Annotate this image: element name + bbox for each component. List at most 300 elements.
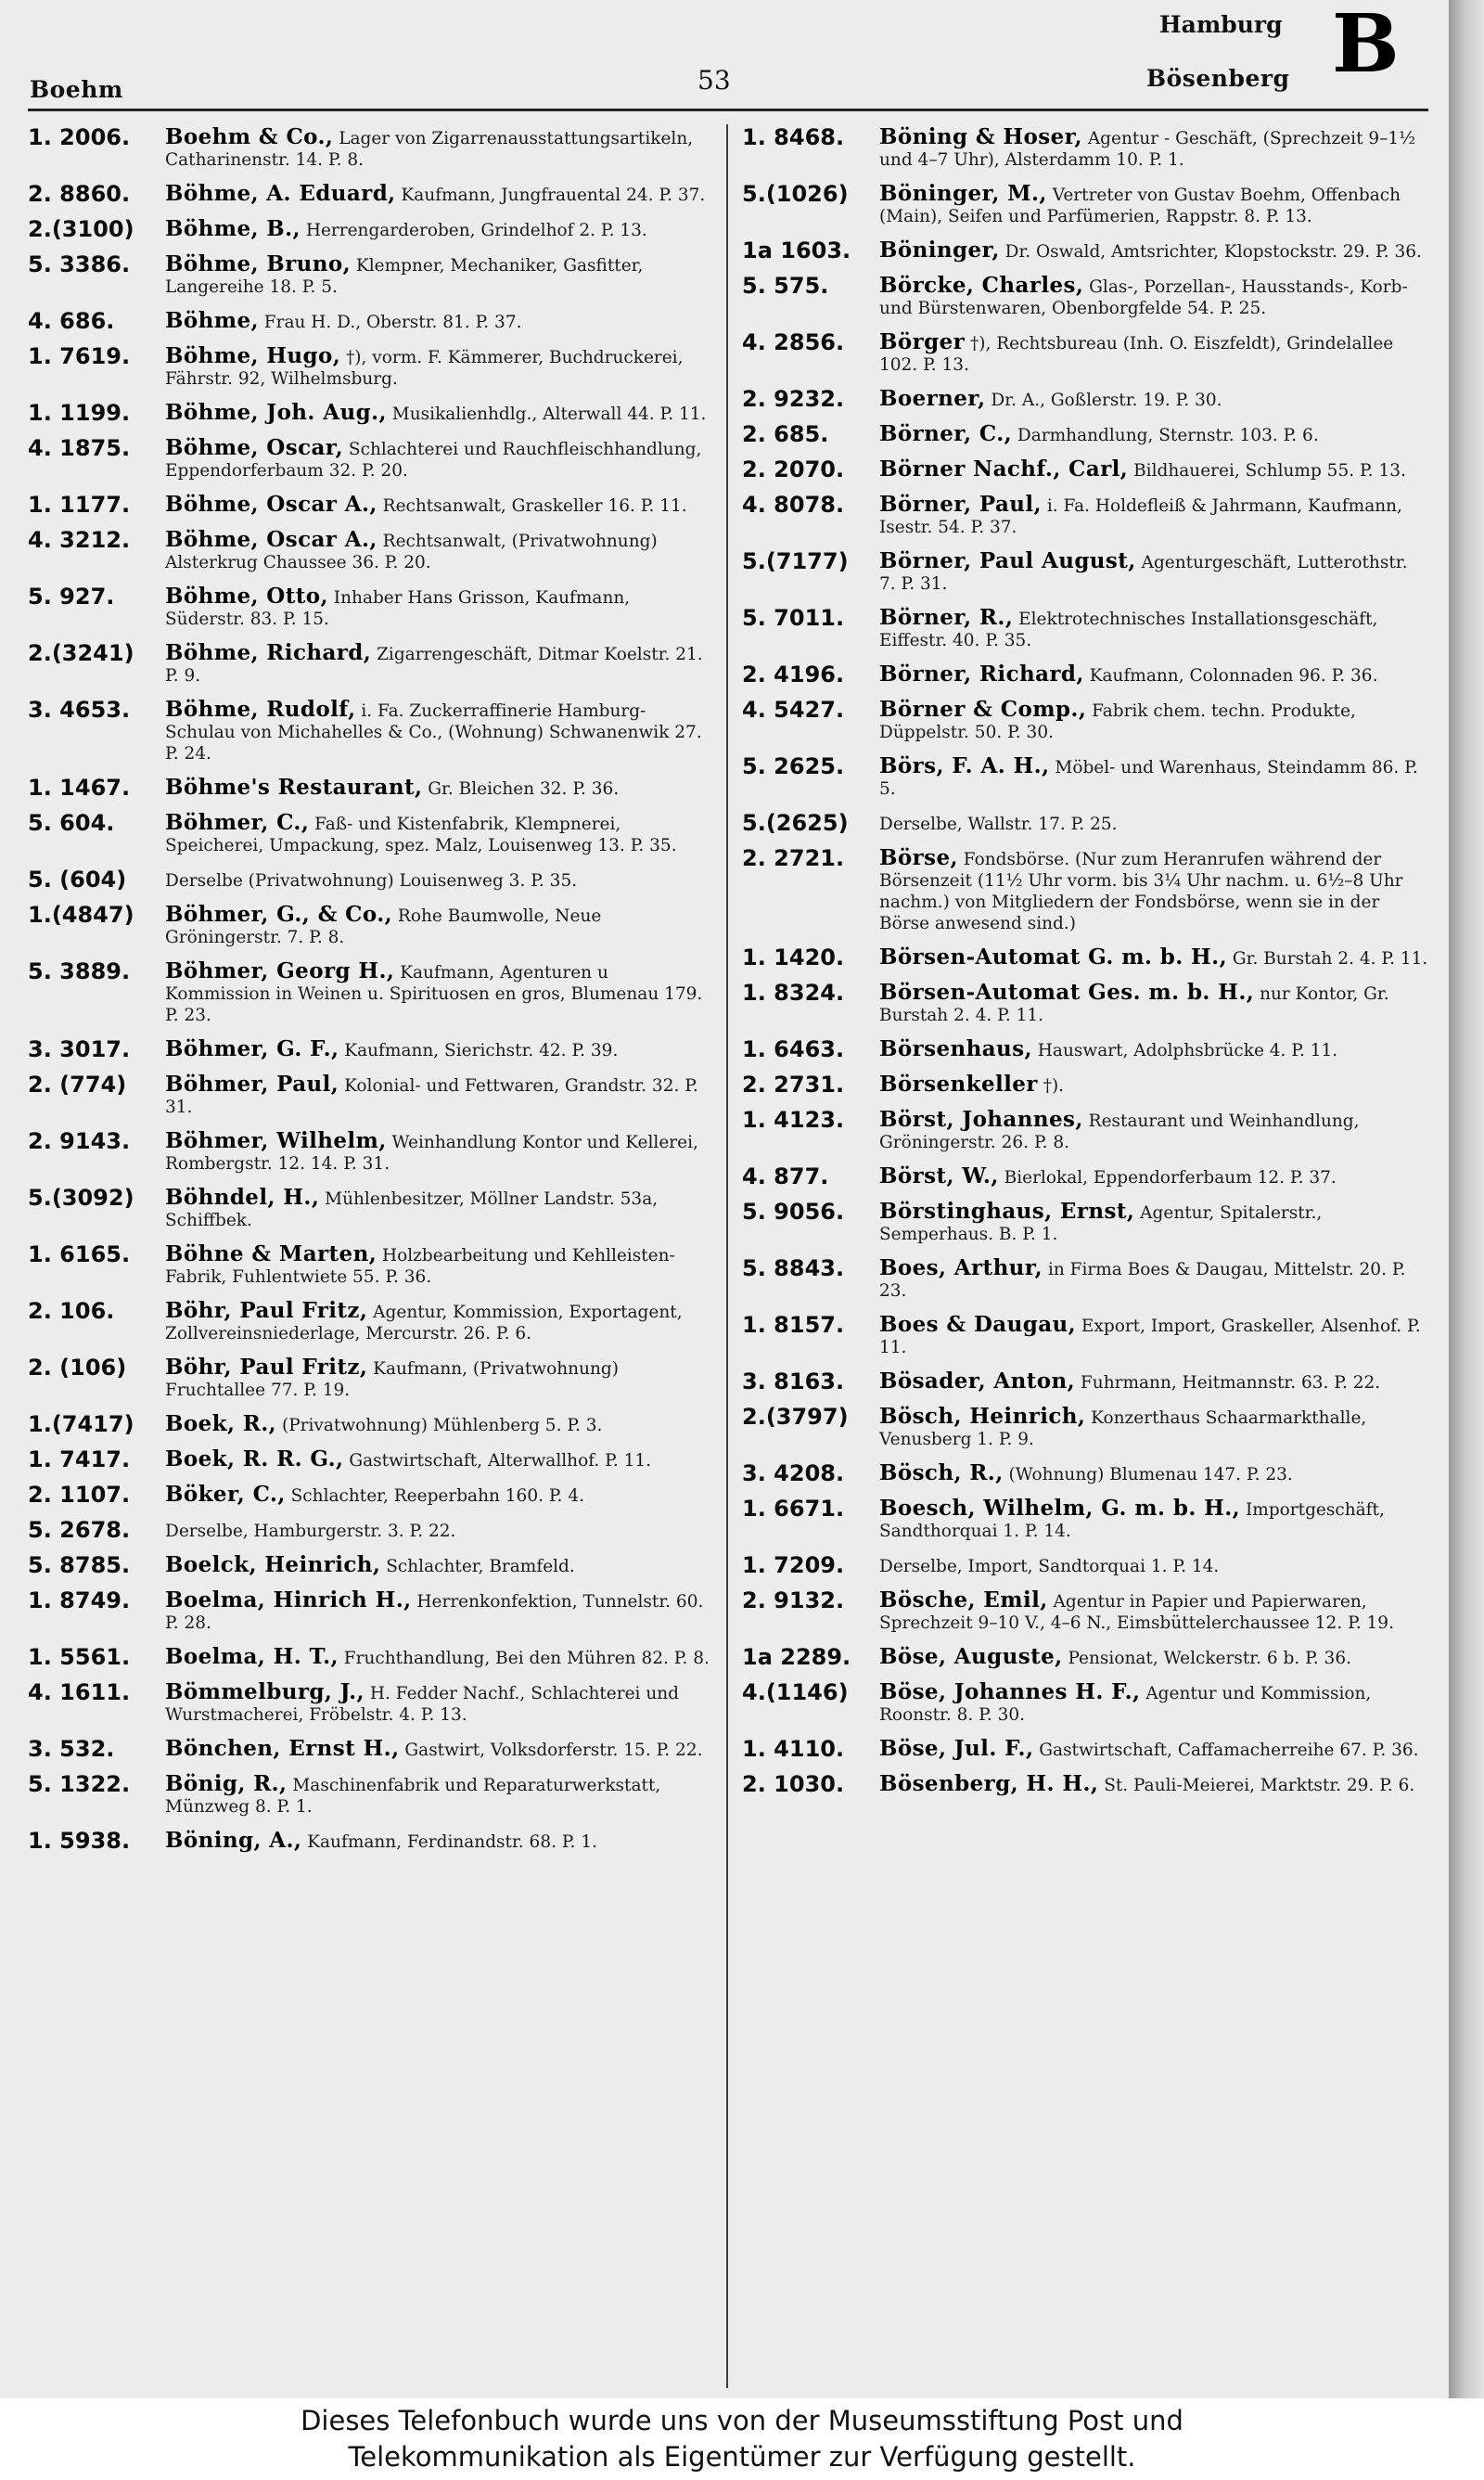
subscriber-name: Böhne & Marten, [165, 1241, 377, 1266]
directory-entry [742, 239, 1428, 263]
section-letter: B [1332, 0, 1400, 91]
phone-number: 1. 1177. [28, 492, 131, 518]
entry-body [165, 1448, 710, 1471]
subscriber-name: Börner, R., [879, 605, 1014, 630]
phone-number: 1. 8749. [28, 1587, 131, 1613]
subscriber-name: Böhme, [165, 308, 259, 333]
phone-number: 2. 685. [742, 421, 829, 447]
entry-details: Schlachterei und Rauchfleischhandlung, Eppendorferbaum 32. P. 20. [165, 440, 702, 481]
directory-entry [742, 331, 1428, 376]
subscriber-name: Boesch, Wilhelm, G. m. b. H., [879, 1496, 1241, 1521]
entry-body [165, 310, 710, 333]
entry-body [879, 1406, 1428, 1450]
header-city: Hamburg [1159, 11, 1283, 38]
directory-entry [742, 1257, 1428, 1302]
header-last-entry: Bösenberg [1146, 65, 1290, 92]
phone-number: 5. 3386. [28, 251, 131, 277]
entry-details: Gr. Burstah 2. 4. P. 11. [1226, 949, 1428, 969]
phone-number: 4. 2856. [742, 329, 845, 355]
subscriber-name: Boelma, H. T., [165, 1644, 339, 1669]
phone-number: 5.(1026) [742, 181, 849, 207]
directory-entry [742, 1314, 1428, 1358]
directory-entry [742, 126, 1428, 171]
entry-details: Vertreter von Gustav Boehm, Offenbach (Main), Seifen und Parfümerien, Rappstr. 8. P. 13. [879, 186, 1401, 226]
directory-entry [28, 1130, 710, 1175]
phone-number: 2.(3241) [28, 640, 134, 666]
phone-number: 5.(2625) [742, 810, 849, 836]
entry-body [165, 1300, 710, 1344]
entry-details: Zigarrengeschäft, Ditmar Koelstr. 21. P. 9. [165, 645, 703, 686]
directory-entry [28, 585, 710, 630]
entry-details: †). [1037, 1076, 1065, 1096]
directory-entry [28, 812, 710, 856]
subscriber-name: Bösch, Heinrich, [879, 1404, 1086, 1429]
subscriber-name: Börner, Paul August, [879, 548, 1136, 573]
directory-entry [28, 1413, 710, 1436]
subscriber-name: Börsen-Automat Ges. m. b. H., [879, 980, 1255, 1005]
subscriber-name: Böhme, Bruno, [165, 251, 352, 276]
header-rule [28, 109, 1428, 111]
directory-entry [28, 960, 710, 1026]
entry-body [879, 126, 1428, 171]
subscriber-name: Böhmer, G., & Co., [165, 902, 393, 927]
page-header [0, 0, 1449, 119]
directory-entry [28, 1681, 710, 1726]
entry-body [879, 755, 1428, 800]
directory-entry [742, 1462, 1428, 1485]
entry-details: †), vorm. F. Kämmerer, Buchdruckerei, Fährstr. 92, Wilhelmsburg. [165, 348, 684, 389]
subscriber-name: Börner & Comp., [879, 697, 1087, 722]
entry-details: Gr. Bleichen 32. P. 36. [422, 779, 620, 799]
subscriber-name: Bösch, R., [879, 1460, 1004, 1485]
entry-body [165, 1484, 710, 1507]
left-column [28, 126, 710, 1865]
entry-details: Agentur - Geschäft, (Sprechzeit 9–1½ und 4–7 Uhr), Alsterdamm 10. P. 1. [879, 129, 1416, 170]
entry-body [165, 1519, 710, 1542]
phone-number: 1a 1603. [742, 238, 851, 263]
entry-details: Export, Import, Graskeller, Alsenhof. P. 11. [879, 1317, 1421, 1357]
directory-entry [742, 1738, 1428, 1761]
phone-number: 3. 3017. [28, 1036, 131, 1062]
phone-number: 2. 2731. [742, 1072, 845, 1098]
entry-body [165, 777, 710, 800]
subscriber-name: Börst, W., [879, 1163, 999, 1189]
entry-details: Kaufmann, Colonnaden 96. P. 36. [1083, 666, 1378, 686]
entry-body [879, 1257, 1428, 1302]
entry-details: Maschinenfabrik und Reparaturwerkstatt, Münzweg 8. P. 1. [165, 1776, 661, 1817]
directory-entry [742, 1646, 1428, 1669]
entry-details: (Privatwohnung) Mühlenberg 5. P. 3. [276, 1416, 603, 1435]
entry-details: Holzbearbeitung und Kehlleisten-Fabrik, Fuhlentwiete 55. P. 36. [165, 1246, 675, 1287]
phone-number: 3. 4208. [742, 1460, 845, 1486]
entry-body [165, 1830, 710, 1853]
entry-details: Klempner, Mechaniker, Gasfitter, Langereihe 18. P. 5. [165, 256, 644, 297]
entry-details: Agentur in Papier und Papierwaren, Sprechzeit 9–10 V., 4–6 N., Eimsbüttelerchaussee 12. P. 19. [879, 1592, 1394, 1633]
footer-line-2: Telekommunikation als Eigentümer zur Verfügung gestellt. [348, 2441, 1136, 2473]
entry-details: Inhaber Hans Grisson, Kaufmann, Süderstr. 83. P. 15. [165, 588, 631, 629]
phone-number: 2. (774) [28, 1072, 127, 1098]
phone-number: 5. 8843. [742, 1255, 845, 1281]
entry-details: Bierlokal, Eppendorferbaum 12. P. 37. [998, 1168, 1337, 1188]
entry-body [879, 1370, 1428, 1394]
phone-number: 4. 877. [742, 1163, 829, 1189]
directory-entry [742, 1589, 1428, 1634]
directory-entry [28, 699, 710, 765]
directory-entry [28, 437, 710, 482]
subscriber-name: Böhmer, Paul, [165, 1072, 339, 1097]
entry-body [165, 642, 710, 687]
phone-number: 4.(1146) [742, 1679, 849, 1705]
entry-details: Hauswart, Adolphsbrücke 4. P. 11. [1031, 1041, 1338, 1060]
phone-number: 2. 1030. [742, 1771, 845, 1797]
entry-details: Möbel- und Warenhaus, Steindamm 86. P. 5. [879, 758, 1418, 799]
entry-details: Frau H. D., Oberstr. 81. P. 37. [258, 313, 522, 332]
directory-entry [742, 494, 1428, 538]
subscriber-name: Böhme, Oscar, [165, 435, 344, 460]
phone-number: 1. 4123. [742, 1107, 845, 1133]
directory-entry [742, 183, 1428, 227]
entry-details: Rohe Baumwolle, Neue Gröningerstr. 7. P. 8. [165, 906, 602, 947]
entry-details: Herrengarderoben, Grindelhof 2. P. 13. [300, 221, 647, 240]
entry-body [879, 275, 1428, 319]
entry-details: Konzerthaus Schaarmarkthalle, Venusberg 1. P. 9. [879, 1408, 1367, 1449]
directory-entry [742, 423, 1428, 446]
directory-entry [742, 1038, 1428, 1061]
entry-body [165, 1130, 710, 1175]
phone-number: 2. 1107. [28, 1482, 131, 1508]
subscriber-name: Börst, Johannes, [879, 1107, 1083, 1132]
page-edge [1449, 0, 1484, 2398]
subscriber-name: Börs, F. A. H., [879, 753, 1050, 778]
phone-number: 2. 8860. [28, 181, 131, 207]
entry-details: Herrenkonfektion, Tunnelstr. 60. P. 28. [165, 1592, 704, 1633]
entry-details: Kolonial- und Fettwaren, Grandstr. 32. P. 31. [165, 1076, 698, 1117]
subscriber-name: Böhme, A. Eduard, [165, 181, 396, 206]
phone-number: 5. 7011. [742, 605, 845, 631]
entry-body [879, 812, 1428, 835]
subscriber-name: Böninger, [879, 238, 1000, 263]
phone-number: 5. 2625. [742, 753, 845, 779]
phone-number: 3. 532. [28, 1736, 115, 1762]
entry-body [879, 699, 1428, 743]
phone-number: 2. 9143. [28, 1128, 131, 1154]
phone-number: 1. 1420. [742, 944, 845, 970]
entry-body [879, 1738, 1428, 1761]
entry-details: Fondsbörse. (Nur zum Heranrufen während der Börsenzeit (11½ Uhr vorm. bis 3¼ Uhr nachm. u. 6½–8 Uhr nachm.) von Mitgliedern der Fondsbörse, wenn sie in der Börse anwesend sind.) [879, 850, 1403, 933]
entry-body [165, 1773, 710, 1818]
entry-body [165, 1073, 710, 1118]
directory-entry [28, 183, 710, 206]
directory-entry [28, 1484, 710, 1507]
directory-entry [28, 1646, 710, 1669]
phone-number: 1. 2006. [28, 124, 131, 150]
entry-details: Restaurant und Weinhandlung, Gröningerstr. 26. P. 8. [879, 1112, 1360, 1152]
phone-number: 3. 4653. [28, 697, 131, 723]
entry-body [879, 1165, 1428, 1189]
subscriber-name: Böhndel, H., [165, 1185, 320, 1210]
subscriber-name: Bösche, Emil, [879, 1587, 1048, 1613]
subscriber-name: Boes & Daugau, [879, 1312, 1077, 1337]
phone-number: 1. 8157. [742, 1312, 845, 1338]
entry-body [879, 183, 1428, 227]
entry-body [165, 1413, 710, 1436]
subscriber-name: Böhme, Rudolf, [165, 697, 356, 722]
entry-details: St. Pauli-Meierei, Marktstr. 29. P. 6. [1098, 1776, 1415, 1795]
entry-body [165, 437, 710, 482]
directory-entry [28, 777, 710, 800]
directory-entry [28, 1300, 710, 1344]
subscriber-name: Böhr, Paul Fritz, [165, 1355, 368, 1380]
phone-number: 2. (106) [28, 1355, 127, 1381]
page-number: 53 [697, 65, 731, 96]
entry-details: Gastwirtschaft, Alterwallhof. P. 11. [343, 1451, 652, 1471]
entry-body [879, 1497, 1428, 1542]
entry-body [165, 494, 710, 517]
entry-body [165, 699, 710, 765]
subscriber-name: Böhme, Joh. Aug., [165, 400, 387, 425]
directory-entry [742, 755, 1428, 800]
entry-body [165, 868, 710, 892]
directory-entry [742, 847, 1428, 934]
subscriber-name: Bönchen, Ernst H., [165, 1736, 400, 1761]
entry-body [879, 847, 1428, 934]
entry-details: Dr. A., Goßlerstr. 19. P. 30. [985, 391, 1222, 410]
directory-entry [742, 1554, 1428, 1577]
subscriber-name: Böhme, Oscar A., [165, 492, 377, 517]
directory-entry [28, 253, 710, 298]
entry-body [879, 1038, 1428, 1061]
directory-entry [742, 550, 1428, 595]
phone-number: 1. 6165. [28, 1241, 131, 1267]
entry-body [879, 946, 1428, 970]
directory-entry [742, 1201, 1428, 1245]
phone-number: 5. (604) [28, 867, 127, 893]
directory-entry [28, 126, 710, 171]
subscriber-name: Böhme, Oscar A., [165, 527, 377, 552]
phone-number: 1. 8468. [742, 124, 845, 150]
entry-details: Bildhauerei, Schlump 55. P. 13. [1128, 461, 1406, 481]
directory-entry [28, 1243, 710, 1288]
directory-entry [28, 1830, 710, 1853]
directory-entry [28, 1589, 710, 1634]
entry-details: H. Fedder Nachf., Schlachterei und Wurstmacherei, Fröbelstr. 4. P. 13. [165, 1684, 680, 1725]
phone-number: 5. 2678. [28, 1517, 131, 1543]
directory-entry [28, 494, 710, 517]
entry-body [165, 812, 710, 856]
directory-entry [28, 310, 710, 333]
entry-body [165, 585, 710, 630]
directory-entry [28, 1073, 710, 1118]
entry-body [879, 1201, 1428, 1245]
subscriber-name: Boelma, Hinrich H., [165, 1587, 412, 1613]
phone-number: 5. 927. [28, 584, 115, 610]
subscriber-name: Böhme, Richard, [165, 640, 372, 665]
directory-entry [28, 642, 710, 687]
subscriber-name: Bösenberg, H. H., [879, 1771, 1099, 1796]
entry-details: Kaufmann, Agenturen u Kommission in Weinen u. Spirituosen en gros, Blumenau 179. P. 23. [165, 963, 703, 1025]
entry-details: Weinhandlung Kontor und Kellerei, Rombergstr. 12. 14. P. 31. [165, 1133, 698, 1174]
entry-body [879, 239, 1428, 263]
directory-entry [28, 1519, 710, 1542]
directory-entry [28, 1554, 710, 1577]
directory-entry [742, 699, 1428, 743]
phone-number: 5. 1322. [28, 1771, 131, 1797]
subscriber-name: Boehm & Co., [165, 124, 334, 149]
entry-body [165, 1554, 710, 1577]
directory-entry [742, 458, 1428, 482]
phone-number: 1.(4847) [28, 902, 134, 928]
entry-details: Fruchthandlung, Bei den Mühren 82. P. 8. [338, 1649, 710, 1668]
entry-details: i. Fa. Holdefleiß & Jahrmann, Kaufmann, Isestr. 54. P. 37. [879, 496, 1402, 537]
phone-number: 5.(7177) [742, 548, 849, 574]
entry-details: Agentur, Spitalerstr., Semperhaus. B. P. 1. [879, 1203, 1323, 1244]
directory-entry [742, 982, 1428, 1026]
directory-entry [28, 1356, 710, 1401]
phone-number: 1a 2289. [742, 1644, 851, 1670]
phone-number: 1. 7417. [28, 1446, 131, 1472]
entry-body [165, 960, 710, 1026]
right-column [742, 126, 1428, 1808]
entry-body [165, 253, 710, 298]
phone-number: 4. 5427. [742, 697, 845, 723]
entry-body [165, 1038, 710, 1061]
phone-number: 5. 604. [28, 810, 115, 836]
entry-details: Derselbe, Hamburgerstr. 3. P. 22. [165, 1522, 456, 1541]
entry-body [165, 1681, 710, 1726]
entry-details: Mühlenbesitzer, Möllner Landstr. 53a, Schiffbek. [165, 1189, 659, 1230]
subscriber-name: Böhmer, C., [165, 810, 310, 835]
subscriber-name: Böhme, B., [165, 216, 301, 241]
subscriber-name: Böhme, Hugo, [165, 343, 341, 368]
entry-body [879, 607, 1428, 651]
subscriber-name: Börner Nachf., Carl, [879, 456, 1129, 482]
entry-details: Fabrik chem. techn. Produkte, Düppelstr. 50. P. 30. [879, 701, 1356, 742]
phone-number: 5. 3889. [28, 958, 131, 984]
entry-body [879, 1646, 1428, 1669]
entry-details: (Wohnung) Blumenau 147. P. 23. [1003, 1465, 1293, 1484]
phone-number: 4. 8078. [742, 492, 845, 518]
phone-number: 1. 5561. [28, 1644, 131, 1670]
directory-entry [742, 946, 1428, 970]
subscriber-name: Boes, Arthur, [879, 1255, 1043, 1280]
subscriber-name: Börse, [879, 845, 958, 870]
directory-entry [742, 1073, 1428, 1097]
subscriber-name: Böning & Hoser, [879, 124, 1082, 149]
directory-entry [28, 1773, 710, 1818]
entry-body [879, 1073, 1428, 1097]
phone-number: 5. 575. [742, 273, 829, 299]
entry-body [165, 1356, 710, 1401]
phone-number: 1. 6671. [742, 1496, 845, 1522]
phone-number: 3. 8163. [742, 1368, 845, 1394]
directory-entry [28, 1448, 710, 1471]
entry-details: Rechtsanwalt, (Privatwohnung) Alsterkrug Chaussee 36. P. 20. [165, 532, 658, 572]
entry-details: Lager von Zigarrenausstattungsartikeln, Catharinenstr. 14. P. 8. [165, 129, 694, 170]
entry-details: Agentur, Kommission, Exportagent, Zollvereinsniederlage, Mercurstr. 26. P. 6. [165, 1303, 683, 1343]
directory-entry [742, 1370, 1428, 1394]
phone-number: 1. 7619. [28, 343, 131, 369]
entry-body [165, 1589, 710, 1634]
phone-number: 4. 3212. [28, 527, 131, 553]
entry-details: in Firma Boes & Daugau, Mittelstr. 20. P. 23. [879, 1260, 1406, 1301]
entry-body [879, 423, 1428, 446]
entry-details: Darmhandlung, Sternstr. 103. P. 6. [1012, 426, 1319, 445]
subscriber-name: Boek, R. R. G., [165, 1446, 344, 1471]
subscriber-name: Böker, C., [165, 1482, 286, 1507]
entry-details: Agentur und Kommission, Roonstr. 8. P. 30. [879, 1684, 1372, 1725]
entry-body [165, 1243, 710, 1288]
phone-number: 5.(3092) [28, 1185, 134, 1211]
footer-notice [0, 2398, 1484, 2480]
subscriber-name: Börner, Richard, [879, 662, 1084, 687]
phone-number: 1. 1467. [28, 775, 131, 801]
entry-body [879, 388, 1428, 411]
phone-number: 2. 9132. [742, 1587, 845, 1613]
phone-number: 2. 2721. [742, 845, 845, 871]
directory-entry [742, 388, 1428, 411]
entry-details: Schlachter, Bramfeld. [380, 1557, 575, 1576]
phone-number: 4. 1875. [28, 435, 131, 461]
footer-line-1: Dieses Telefonbuch wurde uns von der Museumsstiftung Post und [301, 2405, 1183, 2436]
subscriber-name: Börsenhaus, [879, 1036, 1032, 1061]
entry-details: Kaufmann, Jungfrauental 24. P. 37. [395, 186, 706, 205]
phone-number: 1. 8324. [742, 980, 845, 1006]
subscriber-name: Boelck, Heinrich, [165, 1552, 381, 1577]
directory-entry [742, 1165, 1428, 1189]
directory-entry [742, 1681, 1428, 1726]
phone-number: 4. 1611. [28, 1679, 131, 1705]
phone-number: 4. 686. [28, 308, 115, 334]
entry-details: Derselbe, Wallstr. 17. P. 25. [879, 815, 1118, 834]
subscriber-name: Böhmer, Wilhelm, [165, 1128, 387, 1153]
directory-entry [28, 345, 710, 390]
subscriber-name: Bönig, R., [165, 1771, 288, 1796]
directory-entry [28, 218, 710, 241]
entry-details: Musikalienhdlg., Alterwall 44. P. 11. [386, 405, 707, 424]
entry-details: Kaufmann, Ferdinandstr. 68. P. 1. [301, 1832, 597, 1852]
directory-entry [28, 868, 710, 892]
entry-body [165, 904, 710, 948]
entry-body [879, 1554, 1428, 1577]
phone-number: 2. 9232. [742, 386, 845, 412]
phone-number: 1. 7209. [742, 1552, 845, 1578]
subscriber-name: Böhmer, Georg H., [165, 958, 395, 983]
entry-details: Rechtsanwalt, Graskeller 16. P. 11. [377, 496, 687, 516]
header-first-entry: Boehm [30, 76, 123, 103]
subscriber-name: Böhr, Paul Fritz, [165, 1298, 368, 1323]
directory-entry [742, 1497, 1428, 1542]
column-divider [726, 124, 728, 2388]
phone-number: 2. 2070. [742, 456, 845, 482]
entry-details: Glas-, Porzellan-, Hausstands-, Korb- und Bürstenwaren, Obenborgfelde 54. P. 25. [879, 277, 1408, 318]
directory-entry [28, 1038, 710, 1061]
entry-details: nur Kontor, Gr. Burstah 2. 4. P. 11. [879, 984, 1389, 1025]
entry-body [879, 1773, 1428, 1796]
entry-details: Agenturgeschäft, Lutterothstr. 7. P. 31. [879, 553, 1408, 594]
entry-details: †), Rechtsbureau (Inh. O. Eiszfeldt), Grindelallee 102. P. 13. [879, 334, 1394, 375]
directory-entry [742, 607, 1428, 651]
entry-body [165, 1187, 710, 1231]
entry-details: Pensionat, Welckerstr. 6 b. P. 36. [1062, 1649, 1351, 1668]
entry-details: i. Fa. Zuckerraffinerie Hamburg-Schulau von Michahelles & Co., (Wohnung) Schwanenwik 27. P. 24. [165, 701, 702, 764]
entry-body [165, 218, 710, 241]
entry-details: Kaufmann, Sierichstr. 42. P. 39. [339, 1041, 619, 1060]
entry-details: Faß- und Kistenfabrik, Klempnerei, Speicherei, Umpackung, spez. Malz, Louisenweg 13. P. 35. [165, 815, 677, 855]
entry-body [879, 982, 1428, 1026]
entry-body [879, 663, 1428, 687]
directory-entry [742, 1109, 1428, 1153]
entry-details: Derselbe (Privatwohnung) Louisenweg 3. P. 35. [165, 871, 578, 891]
